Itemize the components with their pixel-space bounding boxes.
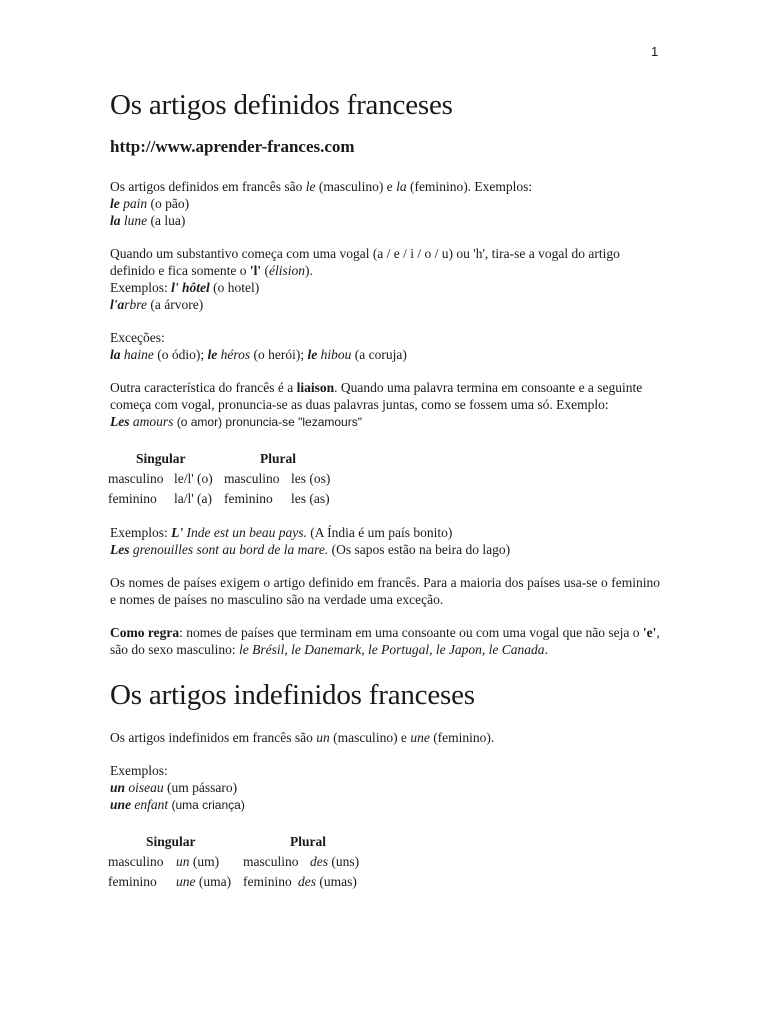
liaison-example: Les amours (o amor) pronuncia-se "lezamours" [110,414,362,429]
examples-label: Exemplos: [110,763,168,778]
example-line: la lune (a lua) [110,213,186,228]
cell: masculino [108,854,164,869]
rule-paragraph: Como regra: nomes de países que terminam em uma consoante ou com uma vogal que não seja o 'e', são do sexo masculino: le Brésil, le Danemark, le Portugal, le Japon, le Canada. [110,625,660,657]
header-singular: Singular [146,834,196,849]
section-title-indefinite: Os artigos indefinidos franceses [110,679,475,711]
page-number: 1 [651,44,659,59]
cell: feminino [224,491,273,506]
cell: une (uma) [176,874,232,889]
example-sentence: Exemplos: L' Inde est un beau pays. (A Índia é um país bonito) [110,525,453,540]
header-singular: Singular [136,451,186,466]
intro-definite: Os artigos definidos em francês são le (masculino) e la (feminino). Exemplos: [110,179,533,194]
source-url: http://www.aprender-frances.com [110,137,355,156]
cell: les (os) [291,471,331,486]
exceptions-label: Exceções: [110,330,165,345]
document-body [110,88,660,892]
cell: des (uns) [310,854,360,869]
example-line: le pain (o pão) [110,196,190,211]
cell: la/l' (a) [174,491,213,506]
liaison-paragraph: Outra característica do francês é a liaison. Quando uma palavra termina em consoante e a seguinte começa com vogal, pronuncia-se as duas palavras juntas, como se fossem uma só. Exemplo: [110,380,643,412]
table-header-row [108,832,660,852]
definite-articles-table [108,449,660,509]
example-line: une enfant (uma criança) [110,797,245,812]
table-row [108,469,660,489]
cell: feminino [108,874,157,889]
table-row [108,489,660,509]
example-line: un oiseau (um pássaro) [110,780,238,795]
header-plural: Plural [260,451,296,466]
cell: masculino [108,471,164,486]
cell: des (umas) [298,874,357,889]
cell: masculino [243,854,299,869]
cell: feminino [108,491,157,506]
section-title-definite: Os artigos definidos franceses [110,89,453,121]
exceptions-line: la haine (o ódio); le héros (o herói); le hibou (a coruja) [110,347,407,362]
table-row [108,872,660,892]
example-line: l'arbre (a árvore) [110,297,204,312]
intro-indefinite: Os artigos indefinidos em francês são un (masculino) e une (feminino). [110,730,495,745]
table-row [108,852,660,872]
cell: feminino [243,874,292,889]
table-header-row [108,449,660,469]
cell: masculino [224,471,280,486]
indefinite-articles-table [108,832,660,892]
cell: un (um) [176,854,220,869]
elision-paragraph: Quando um substantivo começa com uma vogal (a / e / i / o / u) ou 'h', tira-se a vogal do artigo definido e fica somente o 'l' (élision). [110,246,620,278]
header-plural: Plural [290,834,326,849]
cell: les (as) [291,491,330,506]
example-line: Exemplos: l' hôtel (o hotel) [110,280,260,295]
cell: le/l' (o) [174,471,213,486]
countries-paragraph: Os nomes de países exigem o artigo definido em francês. Para a maioria dos países usa-se o feminino e nomes de países no masculino são na verdade uma exceção. [110,575,660,607]
example-sentence: Les grenouilles sont au bord de la mare. (Os sapos estão na beira do lago) [110,542,511,557]
